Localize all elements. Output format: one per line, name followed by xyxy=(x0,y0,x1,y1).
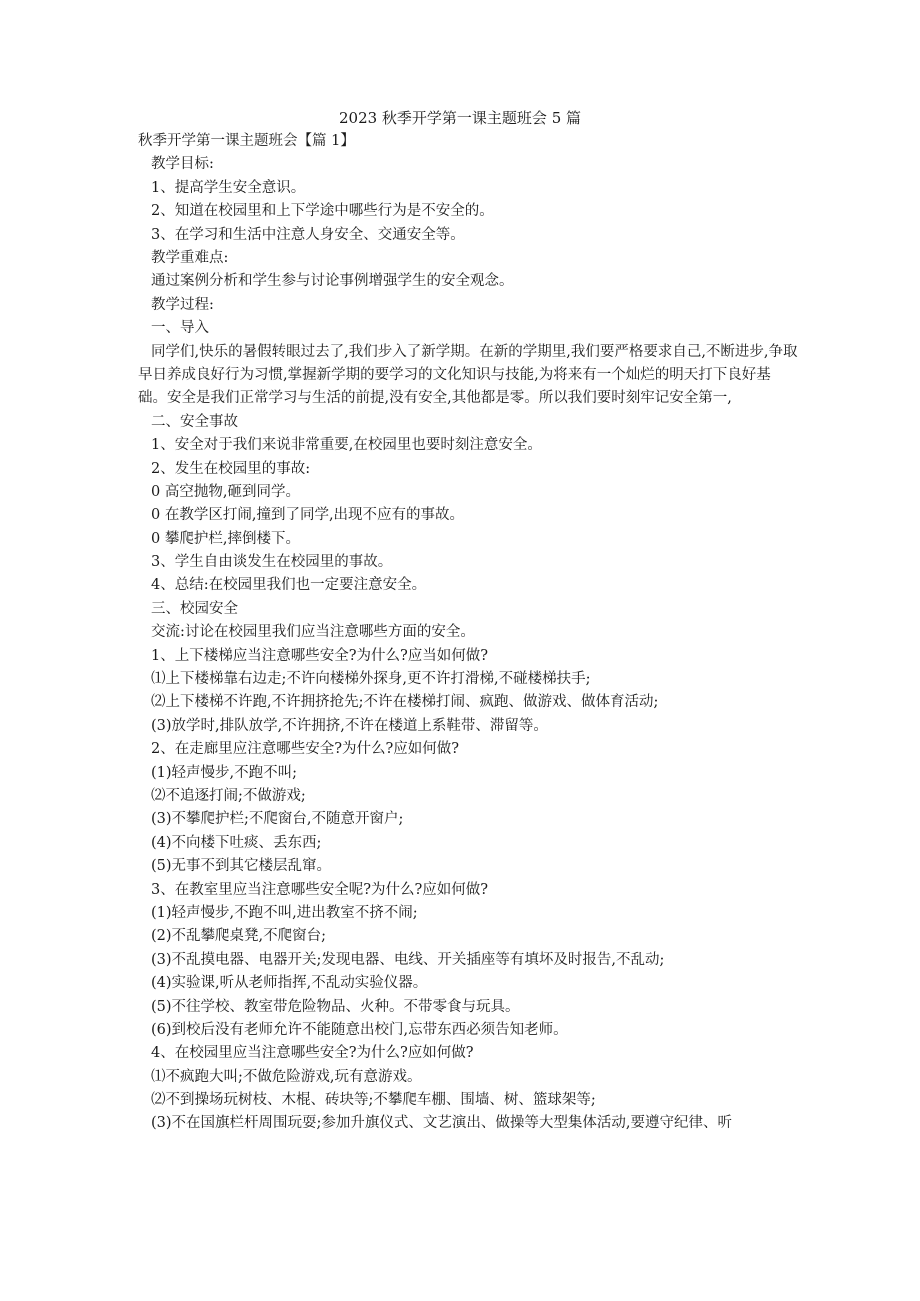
text-line: ⑵不到操场玩树枝、木棍、砖块等;不攀爬车棚、围墙、树、篮球架等; xyxy=(151,1092,596,1109)
text-line: 一、导入 xyxy=(151,320,209,337)
text-line: 教学过程: xyxy=(151,296,214,313)
text-line: ⑴不疯跑大叫;不做危险游戏,玩有意游戏。 xyxy=(151,1068,422,1085)
text-line: (1)轻声慢步,不跑不叫,进出教室不挤不闹; xyxy=(151,904,418,921)
text-line: ⑵上下楼梯不许跑,不许拥挤抢先;不许在楼梯打闹、疯跑、做游戏、做体育活动; xyxy=(151,694,659,711)
text-line: 通过案例分析和学生参与讨论事例增强学生的安全观念。 xyxy=(151,273,514,290)
text-line: 2、在走廊里应注意哪些安全?为什么?应如何做? xyxy=(151,741,460,758)
text-line: 教学重难点: xyxy=(151,249,229,266)
text-line: 0 在教学区打闹,撞到了同学,出现不应有的事故。 xyxy=(151,507,465,524)
intro-paragraph: 同学们,快乐的暑假转眼过去了,我们步入了新学期。在新的学期里,我们要严格要求自己,不断进步,争取早日养成良好行为习惯,掌握新学期的要学习的文化知识与技能,为将来有一个灿烂的明天打下良好基础。安全是我们正常学习与生活的前提,没有安全,其他都是零。所以我们要时刻牢记安全第一, xyxy=(138,343,798,407)
text-line: (4)不向楼下吐痰、丢东西; xyxy=(151,834,322,851)
document-body xyxy=(138,130,798,1136)
text-line: 1、安全对于我们来说非常重要,在校园里也要时刻注意安全。 xyxy=(151,437,542,454)
text-line: (1)轻声慢步,不跑不叫; xyxy=(151,764,298,781)
text-line: ⑴上下楼梯靠右边走;不许向楼梯外探身,更不许打滑梯,不碰楼梯扶手; xyxy=(151,671,591,688)
section-heading: 秋季开学第一课主题班会【篇 1】 xyxy=(138,133,355,149)
text-line: 0 高空抛物,砸到同学。 xyxy=(151,483,300,500)
text-line: 1、上下楼梯应当注意哪些安全?为什么?应当如何做? xyxy=(151,647,489,664)
text-line: 2、发生在校园里的事故: xyxy=(151,460,311,477)
text-line: (4)实验课,听从老师指挥,不乱动实验仪器。 xyxy=(151,975,428,992)
text-line: (2)不乱攀爬桌凳,不爬窗台; xyxy=(151,928,327,945)
document-title: 2023 秋季开学第一课主题班会 5 篇 xyxy=(338,109,582,127)
text-line: (3)不乱摸电器、电器开关;发现电器、电线、开关插座等有填坏及时报告,不乱动; xyxy=(151,951,665,968)
text-line: 三、校园安全 xyxy=(151,600,238,617)
text-line: 教学目标: xyxy=(151,156,214,173)
text-line: 4、总结:在校园里我们也一定要注意安全。 xyxy=(151,577,427,594)
text-line: 二、安全事故 xyxy=(151,413,238,430)
text-line: (6)到校后没有老师允许不能随意出校门,忘带东西必须告知老师。 xyxy=(151,1021,568,1038)
text-line: 4、在校园里应当注意哪些安全?为什么?应如何做? xyxy=(151,1045,474,1062)
text-line: (3)放学时,排队放学,不许拥挤,不许在楼道上系鞋带、滞留等。 xyxy=(151,717,548,734)
text-line: (5)不往学校、教室带危险物品、火种。不带零食与玩具。 xyxy=(151,998,520,1015)
text-line: 0 攀爬护栏,摔倒楼下。 xyxy=(151,530,300,547)
text-line: 3、学生自由谈发生在校园里的事故。 xyxy=(151,554,393,571)
text-line: 3、在学习和生活中注意人身安全、交通安全等。 xyxy=(151,226,465,243)
text-line: ⑵不追逐打闹;不做游戏; xyxy=(151,787,306,804)
text-line: (3)不攀爬护栏;不爬窗台,不随意开窗户; xyxy=(151,811,404,828)
text-line: (3)不在国旗栏杆周围玩耍;参加升旗仪式、文艺演出、做操等大型集体活动,要遵守纪律、听 xyxy=(151,1115,733,1132)
text-line: 2、知道在校园里和上下学途中哪些行为是不安全的。 xyxy=(151,203,494,220)
text-line: 交流:讨论在校园里我们应当注意哪些方面的安全。 xyxy=(151,624,475,641)
text-line: 3、在教室里应当注意哪些安全呢?为什么?应如何做? xyxy=(151,881,489,898)
text-line: (5)无事不到其它楼层乱窜。 xyxy=(151,858,332,875)
text-line: 1、提高学生安全意识。 xyxy=(151,179,306,196)
